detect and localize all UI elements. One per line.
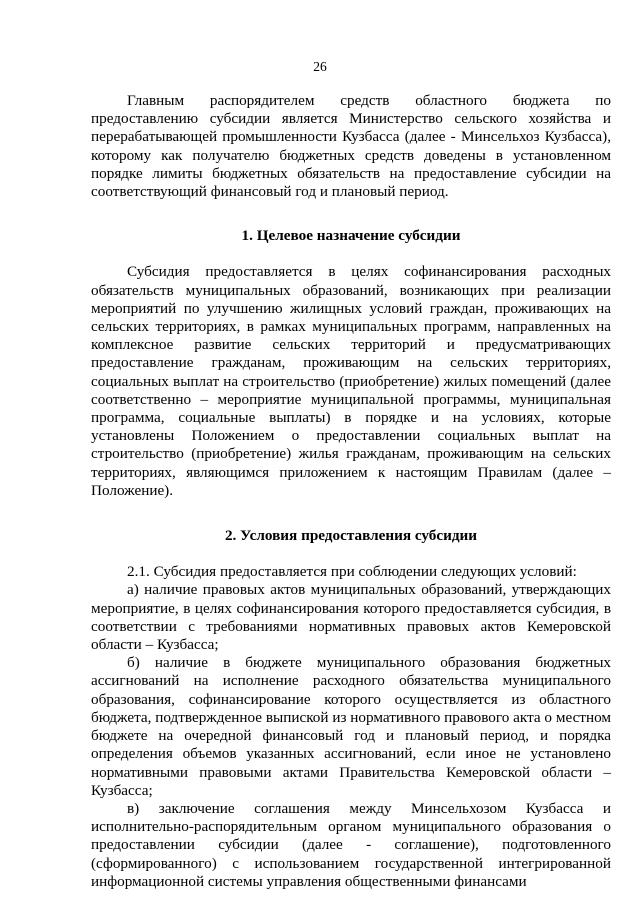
section-1-heading: 1. Целевое назначение субсидии: [241, 227, 461, 245]
condition-b: б) наличие в бюджете муниципального образования бюджетных ассигнований на исполнение расходного обязательства муниципального образования, софинансирование которого осуществляется из областного бюджета, подтвержденное выпиской из нормативного правового акта о местном бюджете на очередной финансовый год и плановый период, и порядка определения объемов указанных ассигнований, если иное не установлено нормативными правовыми актами Правительства Кемеровской области – Кузбасса;: [91, 654, 611, 799]
section-1-paragraph: Субсидия предоставляется в целях софинансирования расходных обязательств муниципальных образований, возникающих при реализации мероприятий по улучшению жилищных условий граждан, проживающих на сельских территориях, в рамках муниципальных программ, направленных на комплексное развитие сельских территорий и предусматривающих предоставление гражданам, проживающим на сельских территориях, социальных выплат на строительство (приобретение) жилых помещений (далее соответственно – мероприятие муниципальной программы, муниципальная программа, социальные выплаты) в порядке и на условиях, которые установлены Положением о предоставлении социальных выплат на строительство (приобретение) жилья гражданам, проживающим на сельских территориях, являющимся приложением к настоящим Правилам (далее – Положение).: [91, 263, 611, 499]
condition-2-1-intro: 2.1. Субсидия предоставляется при соблюдении следующих условий:: [127, 563, 577, 581]
condition-v: в) заключение соглашения между Минсельхозом Кузбасса и исполнительно-распорядительным органом муниципального образования о предоставлении субсидии (далее - соглашение), подготовленного (сформированного) с использованием государственной интегрированной информационной системы управления общественными финансами: [91, 799, 611, 890]
page-number: 26: [313, 59, 327, 74]
intro-paragraph: Главным распорядителем средств областного бюджета по предоставлению субсидии является Министерство сельского хозяйства и перерабатывающей промышленности Кузбасса (далее - Минсельхоз Кузбасса), которому как получателю бюджетных средств доведены в установленном порядке лимиты бюджетных обязательств на предоставление субсидии на соответствующий финансовый год и плановый период.: [91, 92, 611, 201]
section-2-heading: 2. Условия предоставления субсидии: [224, 527, 478, 545]
document-body: [91, 92, 611, 891]
condition-a: а) наличие правовых актов муниципальных образований, утверждающих мероприятие, в целях софинансирования которого предоставляется субсидия, в соответствии с требованиями нормативных правовых актов Кемеровской области – Кузбасса;: [91, 581, 611, 654]
